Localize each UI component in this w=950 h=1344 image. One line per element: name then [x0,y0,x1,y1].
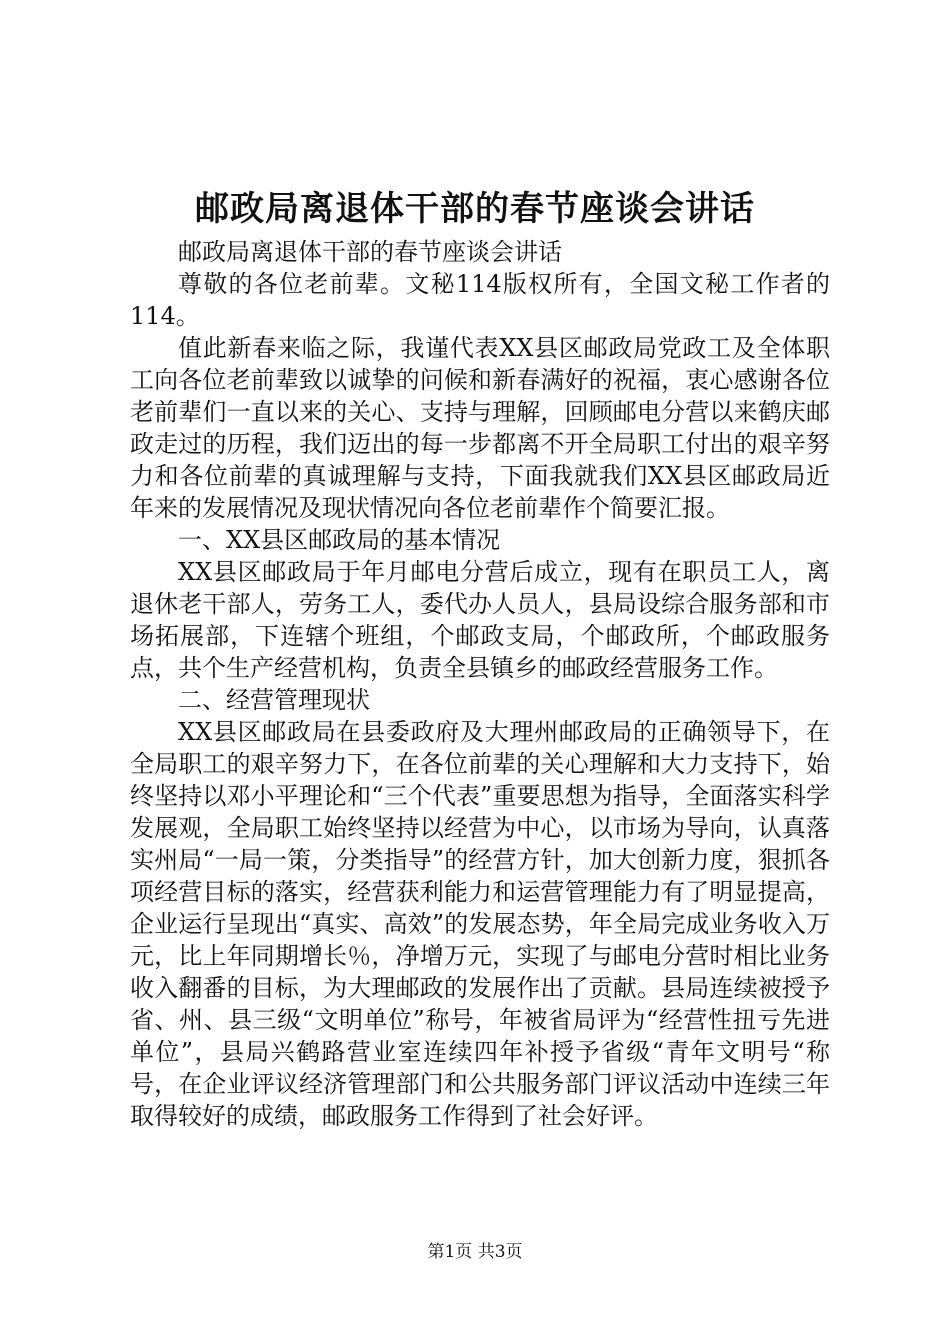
body-paragraph-intro: 值此新春来临之际，我谨代表XX县区邮政局党政工及全体职工向各位老前辈致以诚挚的问候和新春满好的祝福，衷心感谢各位老前辈们一直以来的关心、支持与理解，回顾邮电分营以来鹤庆邮政走过的历程，我们迈出的每一步都离不开全局职工付出的艰辛努力和各位前辈的真诚理解与支持，下面我就我们XX县区邮政局近年来的发展情况及现状情况向各位老前辈作个简要汇报。 [130,334,830,522]
section-heading-management: 二、经营管理现状 [178,686,370,714]
document-title: 邮政局离退体干部的春节座谈会讲话 [195,189,755,229]
body-paragraph-greeting: 尊敬的各位老前辈。文秘114版权所有，全国文秘工作者的114。 [130,270,830,330]
body-paragraph-basic-info: XX县区邮政局于年月邮电分营后成立，现有在职员工人，离退休老干部人，劳务工人，委代办人员人，县局设综合服务部和市场拓展部，下连辖个班组，个邮政支局，个邮政所，个邮政服务点，共个生产经营机构，负责全县镇乡的邮政经营服务工作。 [130,558,830,682]
body-paragraph-subtitle: 邮政局离退体干部的春节座谈会讲话 [178,238,562,266]
page-number-footer: 第1页 共3页 [427,1242,523,1262]
body-paragraph-management: XX县区邮政局在县委政府及大理州邮政局的正确领导下，在全局职工的艰辛努力下，在各位前辈的关心理解和大力支持下，始终坚持以邓小平理论和“三个代表”重要思想为指导，全面落实科学发展观，全局职工始终坚持以经营为中心，以市场为导向，认真落实州局“一局一策，分类指导”的经营方针，加大创新力度，狠抓各项经营目标的落实，经营获利能力和运营管理能力有了明显提高，企业运行呈现出“真实、高效”的发展态势，年全局完成业务收入万元，比上年同期增长％，净增万元，实现了与邮电分营时相比业务收入翻番的目标，为大理邮政的发展作出了贡献。县局连续被授予省、州、县三级“文明单位”称号，年被省局评为“经营性扭亏先进单位”，县局兴鹤路营业室连续四年补授予省级“青年文明号“称号，在企业评议经济管理部门和公共服务部门评议活动中连续三年取得较好的成绩，邮政服务工作得到了社会好评。 [130,718,830,1130]
document-body [130,236,830,1132]
section-heading-basic-info: 一、XX县区邮政局的基本情况 [178,526,501,554]
